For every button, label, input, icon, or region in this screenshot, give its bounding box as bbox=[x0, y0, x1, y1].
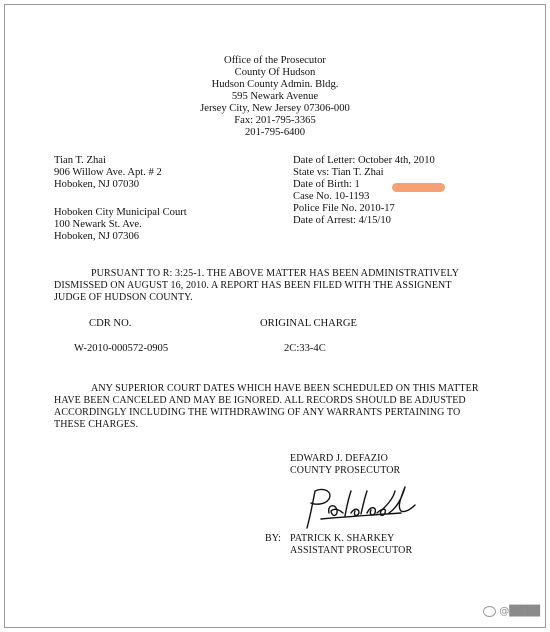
recipient-street: 906 Willow Ave. Apt. # 2 bbox=[54, 167, 162, 178]
paragraph-1-line-3: JUDGE OF HUDSON COUNTY. bbox=[54, 292, 193, 303]
redaction-mark bbox=[392, 183, 445, 192]
court-name: Hoboken City Municipal Court bbox=[54, 207, 187, 218]
office-title: Office of the Prosecutor bbox=[224, 55, 326, 66]
prosecutor-name: EDWARD J. DEFAZIO bbox=[290, 453, 388, 464]
street-address: 595 Newark Avenue bbox=[231, 91, 319, 102]
date-of-letter: Date of Letter: October 4th, 2010 bbox=[293, 155, 435, 166]
county-name: County Of Hudson bbox=[234, 67, 316, 78]
phone-number: 201-795-6400 bbox=[244, 127, 306, 138]
cdr-header: CDR NO. bbox=[89, 318, 132, 329]
recipient-name: Tian T. Zhai bbox=[54, 155, 106, 166]
paragraph-2-line-4: THESE CHARGES. bbox=[54, 419, 139, 430]
date-of-arrest: Date of Arrest: 4/15/10 bbox=[293, 215, 391, 226]
city-address: Jersey City, New Jersey 07306-000 bbox=[200, 103, 350, 114]
assistant-name: PATRICK K. SHARKEY bbox=[290, 533, 395, 544]
weibo-icon bbox=[483, 606, 496, 617]
fax-number: Fax: 201-795-3365 bbox=[234, 115, 316, 126]
by-label: BY: bbox=[265, 533, 282, 544]
watermark bbox=[483, 606, 540, 617]
court-city: Hoboken, NJ 07306 bbox=[54, 231, 140, 242]
assistant-title: ASSISTANT PROSECUTOR bbox=[290, 545, 413, 556]
charge-header: ORIGINAL CHARGE bbox=[260, 318, 358, 329]
date-of-birth: Date of Birth: 1 bbox=[293, 179, 360, 190]
prosecutor-title: COUNTY PROSECUTOR bbox=[290, 465, 401, 476]
handwritten-signature bbox=[301, 483, 421, 533]
case-number: Case No. 10-1193 bbox=[293, 191, 370, 202]
paragraph-2-line-1: ANY SUPERIOR COURT DATES WHICH HAVE BEEN SCHEDULED ON THIS MATTER bbox=[91, 383, 479, 394]
court-street: 100 Newark St. Ave. bbox=[54, 219, 142, 230]
watermark-text: @████ bbox=[499, 606, 540, 617]
cdr-value: W-2010-000572-0905 bbox=[74, 343, 169, 354]
state-vs: State vs: Tian T. Zhai bbox=[293, 167, 384, 178]
paragraph-1-line-2: DISMISSED ON AUGUST 16, 2010. A REPORT HAS BEEN FILED WITH THE ASSIGNENT bbox=[54, 280, 452, 291]
paragraph-1-line-1: PURSUANT TO R: 3:25-1. THE ABOVE MATTER HAS BEEN ADMINISTRATIVELY bbox=[91, 268, 460, 279]
paragraph-2-line-3: ACCORDINGLY INCLUDING THE WITHDRAWING OF ANY WARRANTS PERTAINING TO bbox=[54, 407, 461, 418]
recipient-city: Hoboken, NJ 07030 bbox=[54, 179, 140, 190]
paragraph-2-line-2: HAVE BEEN CANCELED AND MAY BE IGNORED. ALL RECORDS SHOULD BE ADJUSTED bbox=[54, 395, 466, 406]
police-file-number: Police File No. 2010-17 bbox=[293, 203, 395, 214]
charge-value: 2C:33-4C bbox=[284, 343, 326, 354]
letter-page bbox=[4, 4, 546, 628]
building-name: Hudson County Admin. Bldg. bbox=[211, 79, 339, 90]
